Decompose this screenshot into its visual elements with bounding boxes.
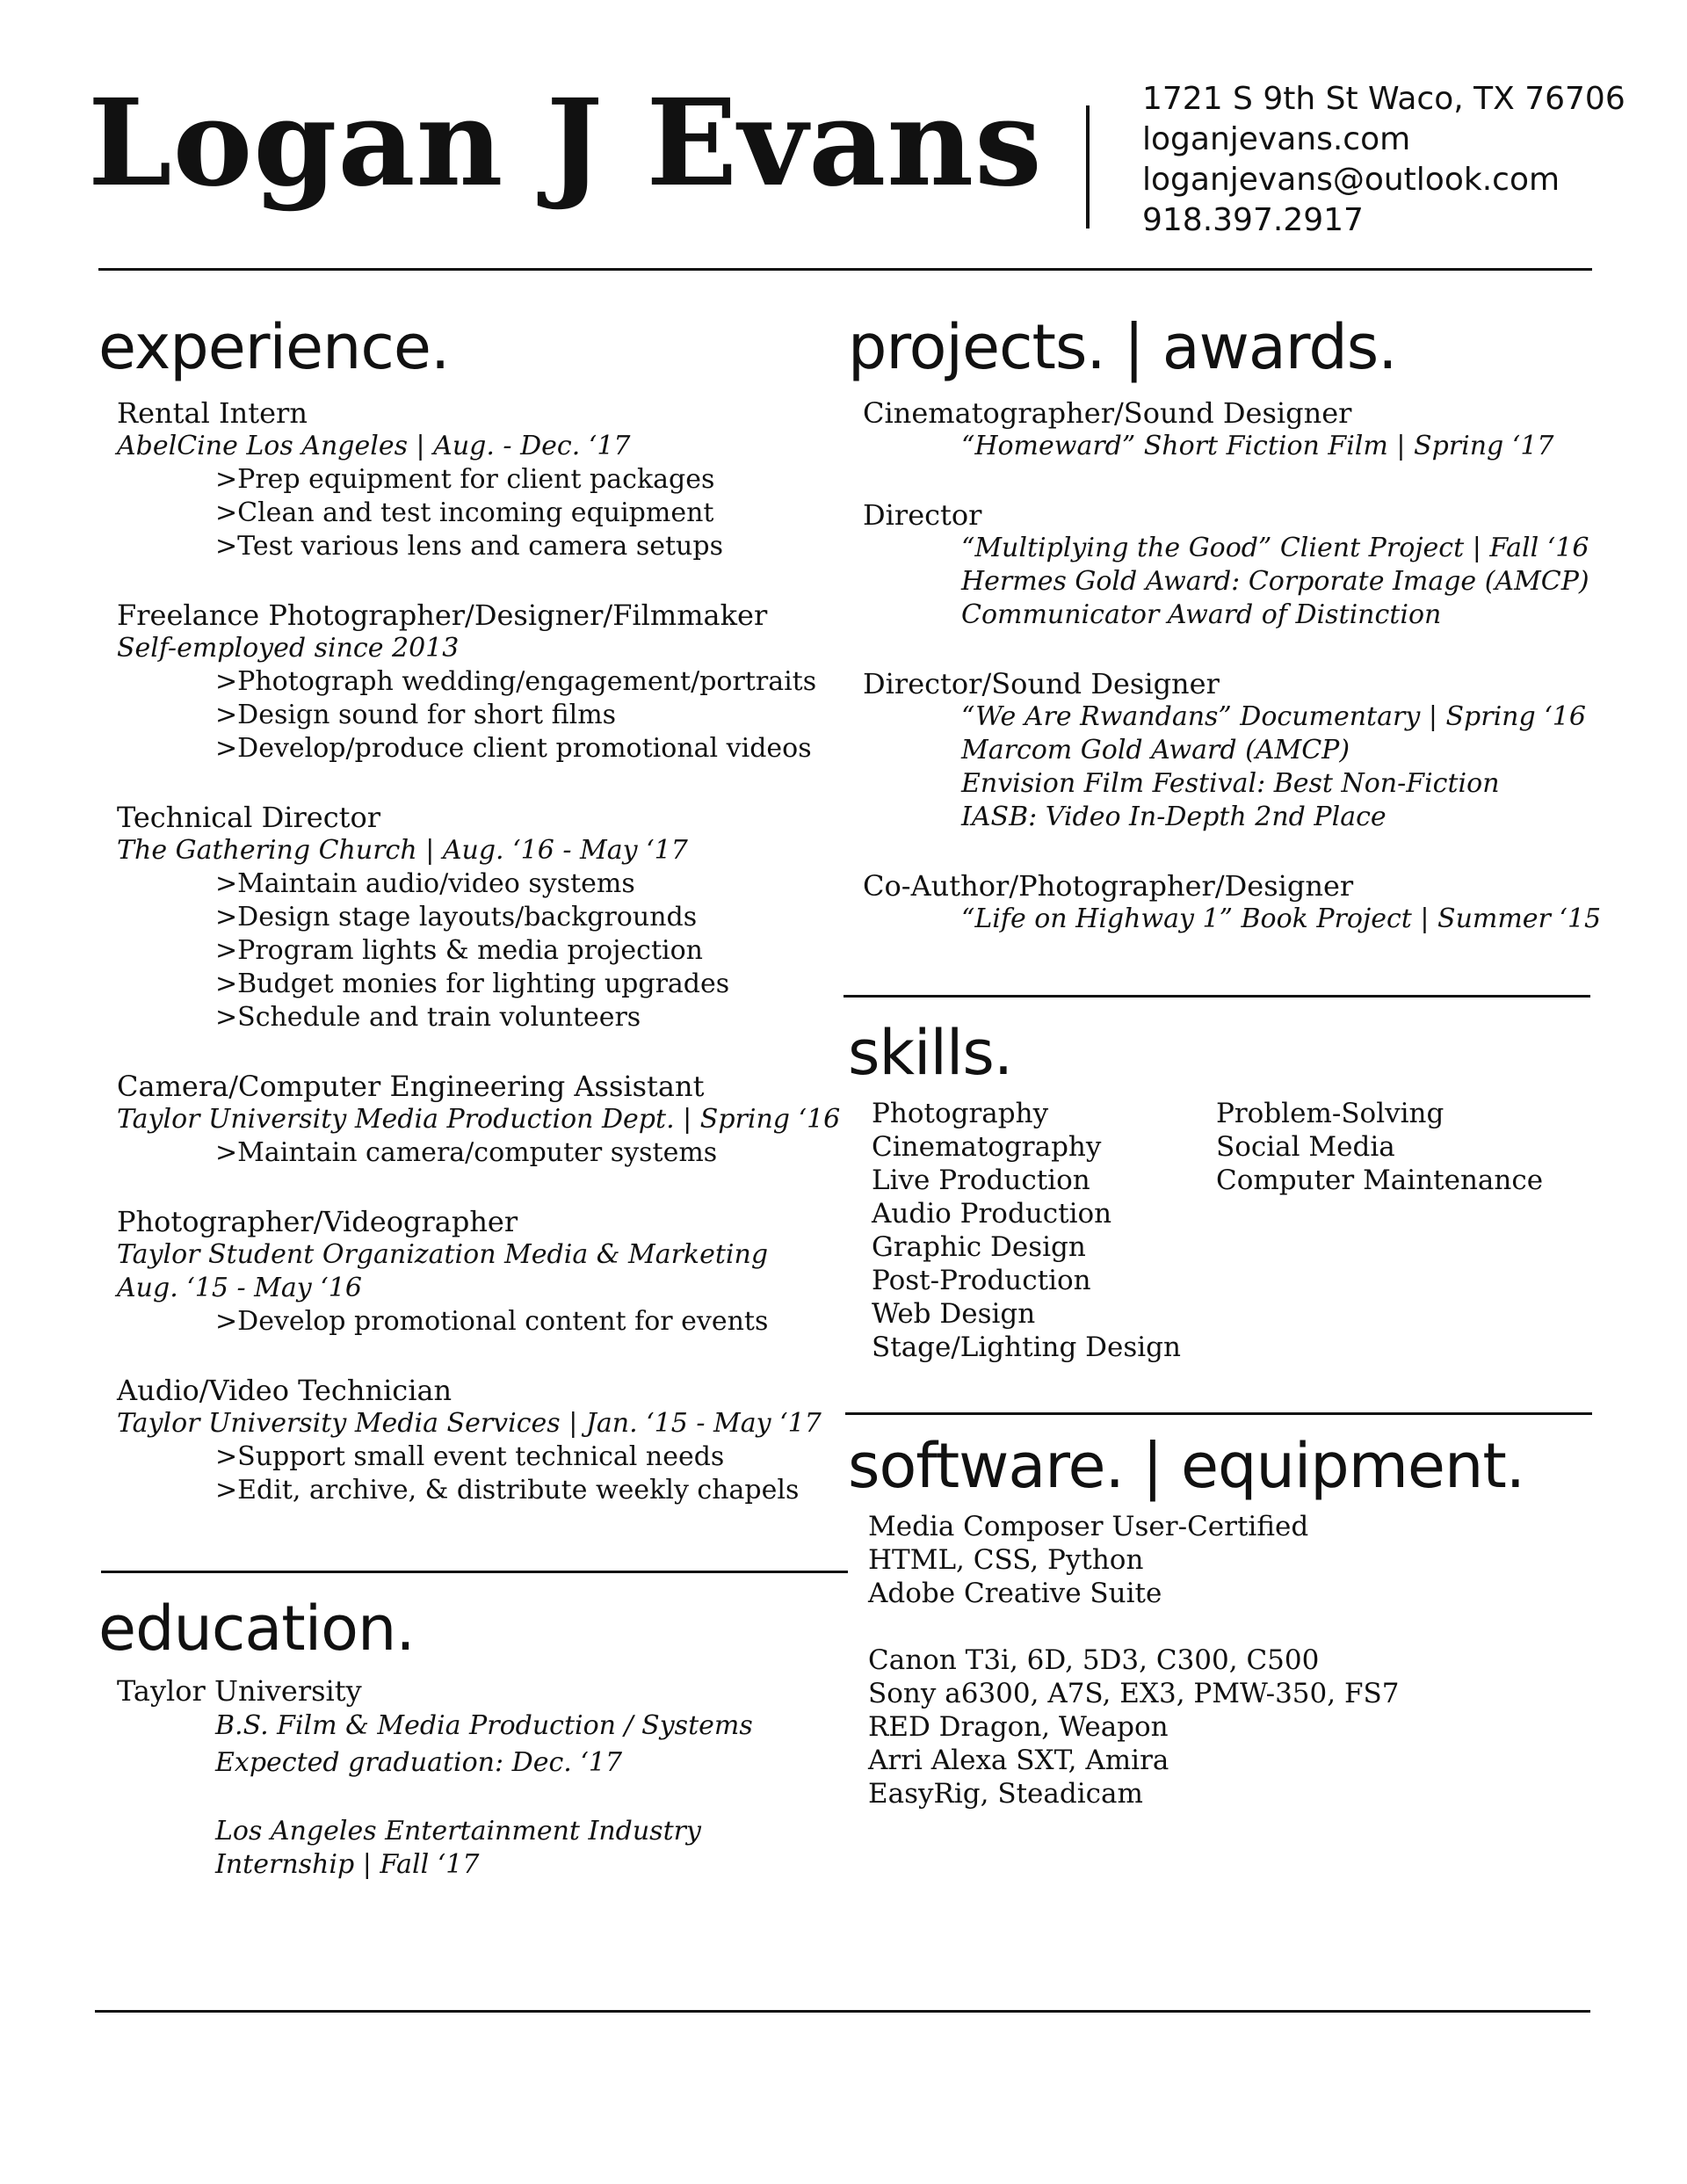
- skill-item: Social Media: [1216, 1131, 1395, 1163]
- experience-entry: [117, 801, 855, 1034]
- project-detail: IASB: Video In-Depth 2nd Place: [961, 802, 1387, 832]
- project-detail: “Life on Highway 1” Book Project | Summer ‘15: [961, 903, 1602, 934]
- project-detail: “Multiplying the Good” Client Project | Fall ‘16: [961, 533, 1589, 563]
- job-duty: >Design sound for short films: [215, 700, 617, 730]
- job-duty: >Budget monies for lighting upgrades: [215, 969, 730, 999]
- job-duty: >Design stage layouts/backgrounds: [215, 902, 698, 932]
- skill-item: Computer Maintenance: [1216, 1165, 1544, 1196]
- projects-list: [863, 396, 1601, 971]
- job-duty: >Schedule and train volunteers: [215, 1002, 641, 1033]
- job-duty: >Test various lens and camera setups: [215, 531, 723, 562]
- software-item: HTML, CSS, Python: [868, 1544, 1144, 1576]
- skill-item: Graphic Design: [872, 1231, 1086, 1263]
- job-organization: The Gathering Church | Aug. ‘16 - May ‘17: [117, 835, 688, 866]
- project-detail: “Homeward” Short Fiction Film | Spring ‘17: [961, 431, 1554, 461]
- job-title: Camera/Computer Engineering Assistant: [117, 1070, 705, 1103]
- project-detail: Envision Film Festival: Best Non-Fiction: [961, 768, 1500, 799]
- equipment-item: Canon T3i, 6D, 5D3, C300, C500: [868, 1644, 1320, 1676]
- experience-entry: [117, 599, 855, 765]
- contact-block: [1142, 79, 1625, 241]
- applicant-name: Logan J Evans: [88, 73, 1043, 214]
- experience-entry: [117, 1070, 855, 1170]
- contact-phone: 918.397.2917: [1142, 202, 1364, 238]
- project-role: Cinematographer/Sound Designer: [863, 396, 1352, 430]
- job-duty: >Support small event technical needs: [215, 1441, 725, 1472]
- job-organization: Taylor University Media Services | Jan. ‘15 - May ‘17: [117, 1408, 822, 1439]
- internship-line-1: Los Angeles Entertainment Industry: [215, 1816, 701, 1847]
- software-rule: [845, 1412, 1592, 1415]
- equipment-item: EasyRig, Steadicam: [868, 1778, 1143, 1810]
- skill-item: Live Production: [872, 1165, 1090, 1196]
- job-duty: >Develop/produce client promotional videos: [215, 733, 812, 764]
- skill-item: Post-Production: [872, 1265, 1091, 1296]
- experience-entry: [117, 1374, 855, 1507]
- project-detail: Marcom Gold Award (AMCP): [961, 735, 1350, 765]
- skill-item: Stage/Lighting Design: [872, 1331, 1181, 1363]
- software-equipment-list: [868, 1510, 1399, 1810]
- job-duty: >Clean and test incoming equipment: [215, 497, 714, 528]
- job-organization: Self-employed since 2013: [117, 633, 460, 664]
- project-detail: “We Are Rwandans” Documentary | Spring ‘16: [961, 701, 1586, 732]
- project-entry: [863, 667, 1601, 834]
- project-detail: Hermes Gold Award: Corporate Image (AMCP): [961, 566, 1589, 597]
- header-rule: [98, 268, 1592, 271]
- project-role: Director/Sound Designer: [863, 667, 1220, 700]
- projects-title: projects. | awards.: [848, 311, 1397, 383]
- project-entry: [863, 498, 1601, 632]
- software-item: Media Composer User-Certified: [868, 1511, 1309, 1542]
- project-role: Director: [863, 498, 982, 532]
- equipment-item: Sony a6300, A7S, EX3, PMW-350, FS7: [868, 1678, 1400, 1709]
- skill-item: Audio Production: [872, 1198, 1112, 1230]
- equipment-item: Arri Alexa SXT, Amira: [868, 1745, 1169, 1776]
- job-organization: Aug. ‘15 - May ‘16: [117, 1273, 362, 1303]
- job-duty: >Maintain audio/video systems: [215, 868, 635, 899]
- job-organization: Taylor Student Organization Media & Marketing: [117, 1239, 769, 1270]
- software-item: Adobe Creative Suite: [868, 1578, 1162, 1609]
- equipment-item: RED Dragon, Weapon: [868, 1711, 1169, 1743]
- project-detail: Communicator Award of Distinction: [961, 599, 1442, 630]
- job-title: Photographer/Videographer: [117, 1205, 518, 1238]
- skill-item: Web Design: [872, 1298, 1036, 1330]
- skill-item: Photography: [872, 1098, 1049, 1129]
- education-title: education.: [98, 1593, 415, 1665]
- job-duty: >Photograph wedding/engagement/portraits: [215, 666, 817, 697]
- experience-list: [117, 396, 855, 1542]
- job-duty: >Maintain camera/computer systems: [215, 1137, 718, 1168]
- job-duty: >Program lights & media projection: [215, 935, 703, 966]
- experience-entry: [117, 1205, 855, 1339]
- project-entry: [863, 869, 1601, 936]
- experience-entry: [117, 396, 855, 563]
- contact-website[interactable]: loganjevans.com: [1142, 121, 1411, 157]
- software-title: software. | equipment.: [848, 1430, 1525, 1502]
- skills-column-2: [1216, 1097, 1543, 1197]
- skill-item: Problem-Solving: [1216, 1098, 1444, 1129]
- job-title: Audio/Video Technician: [117, 1374, 453, 1407]
- project-role: Co-Author/Photographer/Designer: [863, 869, 1354, 903]
- job-duty: >Prep equipment for client packages: [215, 464, 715, 495]
- education-entry: [117, 1674, 855, 1882]
- degree: B.S. Film & Media Production / Systems: [215, 1710, 753, 1741]
- job-organization: AbelCine Los Angeles | Aug. - Dec. ‘17: [117, 431, 631, 461]
- job-title: Freelance Photographer/Designer/Filmmaker: [117, 599, 768, 632]
- job-duty: >Develop promotional content for events: [215, 1306, 769, 1337]
- skills-title: skills.: [848, 1017, 1013, 1089]
- job-duty: >Edit, archive, & distribute weekly chapels: [215, 1475, 800, 1506]
- header-divider: [1086, 105, 1090, 229]
- project-entry: [863, 396, 1601, 463]
- internship-line-2: Internship | Fall ‘17: [215, 1849, 480, 1880]
- school-name: Taylor University: [117, 1674, 362, 1708]
- skills-column-1: [872, 1097, 1181, 1364]
- footer-rule: [95, 2010, 1590, 2013]
- job-title: Rental Intern: [117, 396, 308, 430]
- education-rule: [101, 1571, 848, 1573]
- job-title: Technical Director: [117, 801, 381, 834]
- skill-item: Cinematography: [872, 1131, 1102, 1163]
- contact-email[interactable]: loganjevans@outlook.com: [1142, 162, 1560, 198]
- graduation-date: Expected graduation: Dec. ‘17: [215, 1747, 623, 1778]
- job-organization: Taylor University Media Production Dept. | Spring ‘16: [117, 1104, 841, 1135]
- experience-title: experience.: [98, 311, 450, 383]
- skills-rule: [844, 995, 1590, 998]
- contact-address: 1721 S 9th St Waco, TX 76706: [1142, 81, 1625, 117]
